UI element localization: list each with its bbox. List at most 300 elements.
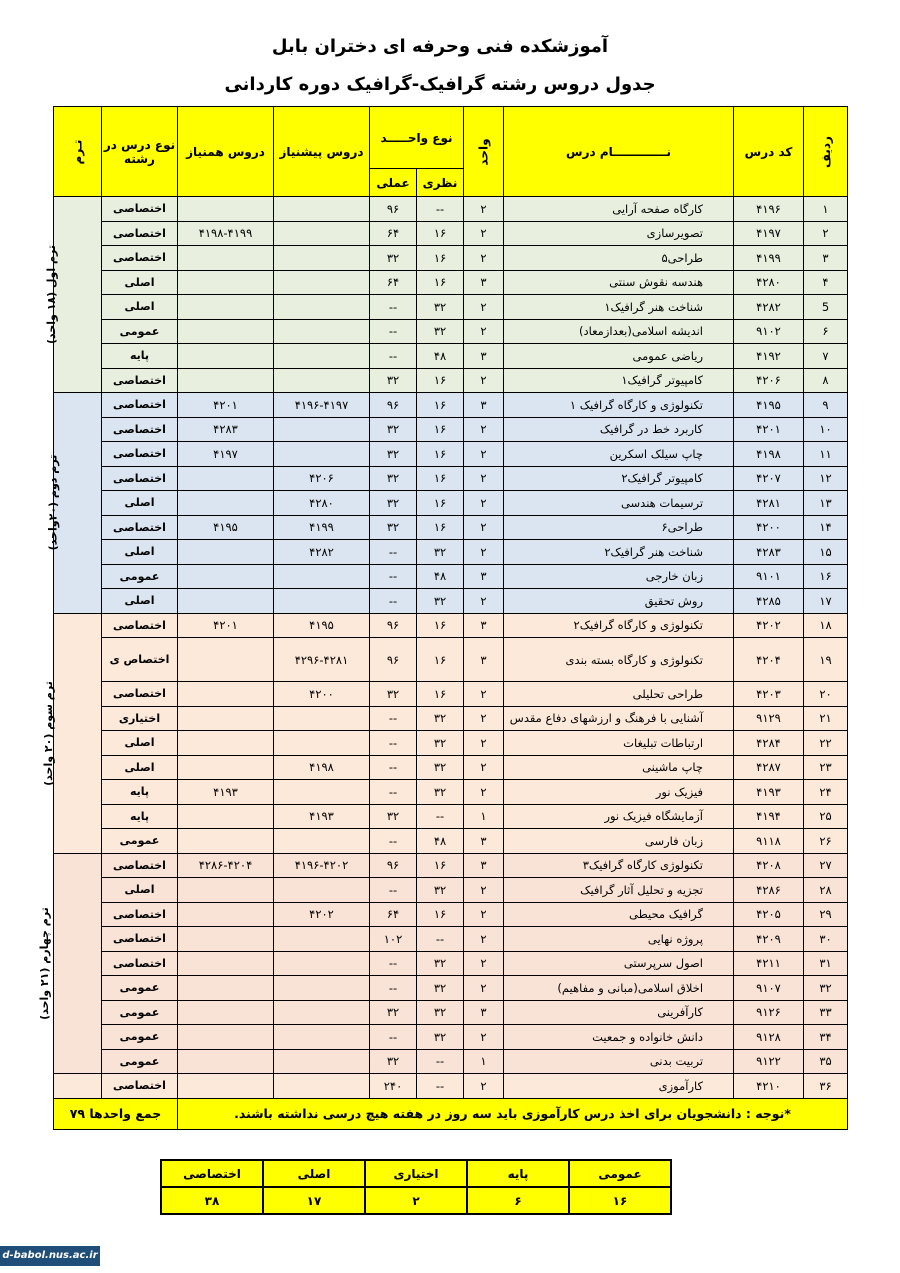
row-number: ۱۶ — [804, 564, 848, 589]
corequisites: ۴۲۰۱ — [178, 613, 274, 638]
course-table — [38, 106, 848, 1130]
corequisites — [178, 755, 274, 780]
semester-label: ترم اول (۱۸ واحد) — [54, 197, 102, 393]
course-type: اختصاصی — [102, 927, 178, 952]
course-units: ۳ — [464, 564, 504, 589]
semester-label — [54, 1074, 102, 1099]
row-number: ۴ — [804, 270, 848, 295]
course-type: عمومی — [102, 976, 178, 1001]
practical-hours: -- — [370, 540, 417, 565]
table-row — [54, 1025, 848, 1050]
row-number: ۱۵ — [804, 540, 848, 565]
table-row — [54, 515, 848, 540]
course-units: ۲ — [464, 902, 504, 927]
course-name: ترسیمات هندسی — [504, 491, 734, 516]
table-row — [54, 491, 848, 516]
prerequisites — [274, 731, 370, 756]
prerequisites — [274, 927, 370, 952]
prerequisites — [274, 197, 370, 222]
course-units: ۲ — [464, 295, 504, 320]
corequisites — [178, 1074, 274, 1099]
prerequisites: ۴۱۹۳ — [274, 804, 370, 829]
prerequisites — [274, 829, 370, 854]
table-row — [54, 638, 848, 682]
course-name: چاپ سیلک اسکرین — [504, 442, 734, 467]
course-code: ۴۲۰۸ — [734, 853, 804, 878]
header-theory: نظری — [417, 169, 464, 197]
prerequisites: ۴۱۹۶-۴۱۹۷ — [274, 393, 370, 418]
course-code: ۹۱۲۸ — [734, 1025, 804, 1050]
prerequisites: ۴۱۹۶-۴۲۰۲ — [274, 853, 370, 878]
course-code: ۴۲۰۵ — [734, 902, 804, 927]
practical-hours: -- — [370, 731, 417, 756]
table-row — [54, 344, 848, 369]
course-type: اصلی — [102, 731, 178, 756]
theory-hours: ۳۲ — [417, 878, 464, 903]
theory-hours: ۱۶ — [417, 270, 464, 295]
practical-hours: ۳۲ — [370, 804, 417, 829]
course-type: اختصاصی — [102, 442, 178, 467]
course-code: ۴۲۸۴ — [734, 731, 804, 756]
course-name: زبان خارجی — [504, 564, 734, 589]
practical-hours: -- — [370, 976, 417, 1001]
prerequisites — [274, 368, 370, 393]
row-number: ۶ — [804, 319, 848, 344]
row-number: ۲۱ — [804, 706, 848, 731]
course-type: اختصاصی — [102, 393, 178, 418]
table-row — [54, 564, 848, 589]
row-number: ۳۱ — [804, 951, 848, 976]
table-row — [54, 589, 848, 614]
prerequisites — [274, 976, 370, 1001]
row-number: ۱۱ — [804, 442, 848, 467]
corequisites — [178, 368, 274, 393]
practical-hours: ۳۲ — [370, 442, 417, 467]
table-row — [54, 682, 848, 707]
theory-hours: -- — [417, 804, 464, 829]
prerequisites: ۴۲۰۶ — [274, 466, 370, 491]
table-row — [54, 197, 848, 222]
course-type: اصلی — [102, 295, 178, 320]
table-row — [54, 613, 848, 638]
course-name: فیزیک نور — [504, 780, 734, 805]
theory-hours: ۱۶ — [417, 613, 464, 638]
course-name: شناخت هنر گرافیک۲ — [504, 540, 734, 565]
summary-header: اصلی — [263, 1160, 365, 1187]
course-code: ۴۱۹۵ — [734, 393, 804, 418]
course-units: ۳ — [464, 344, 504, 369]
total-units: جمع واحدها ۷۹ — [54, 1098, 178, 1129]
course-units: ۲ — [464, 682, 504, 707]
prerequisites — [274, 319, 370, 344]
prerequisites: ۴۲۸۲ — [274, 540, 370, 565]
course-code: ۴۲۰۹ — [734, 927, 804, 952]
course-units: ۲ — [464, 706, 504, 731]
summary-header: پایه — [467, 1160, 569, 1187]
course-code: ۴۲۰۲ — [734, 613, 804, 638]
row-number: ۱ — [804, 197, 848, 222]
course-units: ۲ — [464, 878, 504, 903]
row-number: ۱۷ — [804, 589, 848, 614]
semester-label: ترم دوم (۲۰واحد) — [54, 393, 102, 614]
table-row — [54, 368, 848, 393]
course-units: ۲ — [464, 491, 504, 516]
corequisites — [178, 927, 274, 952]
row-number: 5 — [804, 295, 848, 320]
course-name: دانش خانواده و جمعیت — [504, 1025, 734, 1050]
course-name: کاربرد خط در گرافیک — [504, 417, 734, 442]
practical-hours: -- — [370, 951, 417, 976]
theory-hours: ۳۲ — [417, 706, 464, 731]
course-units: ۲ — [464, 466, 504, 491]
theory-hours: ۳۲ — [417, 951, 464, 976]
practical-hours: ۳۲ — [370, 491, 417, 516]
corequisites — [178, 706, 274, 731]
course-code: ۴۲۸۱ — [734, 491, 804, 516]
course-name: کارآفرینی — [504, 1000, 734, 1025]
corequisites — [178, 540, 274, 565]
course-units: ۳ — [464, 270, 504, 295]
course-units: ۲ — [464, 589, 504, 614]
course-type: اختصاصی — [102, 902, 178, 927]
course-type: اصلی — [102, 270, 178, 295]
table-row — [54, 417, 848, 442]
note-text: *نوجه : دانشجویان برای اخذ درس کارآموزی باید سه روز در هفته هیچ درسی نداشته باشند. — [178, 1098, 848, 1129]
theory-hours: ۱۶ — [417, 393, 464, 418]
practical-hours: ۳۲ — [370, 466, 417, 491]
corequisites — [178, 951, 274, 976]
summary-header: اختصاصی — [161, 1160, 263, 1187]
table-row — [54, 442, 848, 467]
practical-hours: ۳۲ — [370, 417, 417, 442]
theory-hours: ۴۸ — [417, 344, 464, 369]
course-code: ۹۱۰۱ — [734, 564, 804, 589]
practical-hours: -- — [370, 295, 417, 320]
table-row — [54, 1049, 848, 1074]
summary-value: ۶ — [467, 1187, 569, 1214]
row-number: ۲۲ — [804, 731, 848, 756]
corequisites — [178, 804, 274, 829]
course-code: ۴۲۸۰ — [734, 270, 804, 295]
theory-hours: ۱۶ — [417, 682, 464, 707]
corequisites — [178, 731, 274, 756]
course-name: تکنولوژی و کارگاه گرافیک۲ — [504, 613, 734, 638]
practical-hours: ۶۴ — [370, 221, 417, 246]
practical-hours: ۳۲ — [370, 1049, 417, 1074]
header-name: نـــــــــــــام درس — [504, 107, 734, 197]
corequisites — [178, 976, 274, 1001]
course-name: تربیت بدنی — [504, 1049, 734, 1074]
corequisites — [178, 319, 274, 344]
course-name: تصویرسازی — [504, 221, 734, 246]
practical-hours: ۹۶ — [370, 197, 417, 222]
course-units: ۳ — [464, 638, 504, 682]
prerequisites — [274, 221, 370, 246]
course-units: ۲ — [464, 417, 504, 442]
theory-hours: ۱۶ — [417, 368, 464, 393]
table-row — [54, 829, 848, 854]
course-code: ۹۱۲۶ — [734, 1000, 804, 1025]
course-name: اصول سرپرستی — [504, 951, 734, 976]
row-number: ۳۲ — [804, 976, 848, 1001]
course-units: ۱ — [464, 804, 504, 829]
course-name: کارگاه صفحه آرایی — [504, 197, 734, 222]
course-code: ۴۲۰۴ — [734, 638, 804, 682]
course-type: اختصاصی — [102, 246, 178, 271]
corequisites — [178, 1000, 274, 1025]
course-code: ۴۱۹۶ — [734, 197, 804, 222]
corequisites — [178, 589, 274, 614]
course-name: اخلاق اسلامی(مبانی و مفاهیم) — [504, 976, 734, 1001]
table-row — [54, 1074, 848, 1099]
theory-hours: ۱۶ — [417, 246, 464, 271]
course-units: ۲ — [464, 951, 504, 976]
row-number: ۳۵ — [804, 1049, 848, 1074]
practical-hours: ۶۴ — [370, 902, 417, 927]
course-code: ۹۱۲۹ — [734, 706, 804, 731]
course-units: ۲ — [464, 976, 504, 1001]
corequisites — [178, 197, 274, 222]
practical-hours: ۲۴۰ — [370, 1074, 417, 1099]
table-row — [54, 221, 848, 246]
course-type: اصلی — [102, 755, 178, 780]
row-number: ۳۴ — [804, 1025, 848, 1050]
course-name: روش تحقیق — [504, 589, 734, 614]
prerequisites: ۴۲۰۲ — [274, 902, 370, 927]
prerequisites — [274, 344, 370, 369]
course-type: عمومی — [102, 564, 178, 589]
practical-hours: -- — [370, 755, 417, 780]
course-type: عمومی — [102, 1000, 178, 1025]
theory-hours: ۳۲ — [417, 319, 464, 344]
theory-hours: ۱۶ — [417, 442, 464, 467]
corequisites — [178, 1025, 274, 1050]
table-row — [54, 951, 848, 976]
corequisites: ۴۱۹۳ — [178, 780, 274, 805]
course-code: ۴۲۰۰ — [734, 515, 804, 540]
course-name: گرافیک محیطی — [504, 902, 734, 927]
course-name: طراحی۵ — [504, 246, 734, 271]
row-number: ۱۹ — [804, 638, 848, 682]
course-code: ۴۲۰۷ — [734, 466, 804, 491]
course-name: چاپ ماشینی — [504, 755, 734, 780]
row-number: ۲۰ — [804, 682, 848, 707]
table-row — [54, 540, 848, 565]
course-name: طراحی۶ — [504, 515, 734, 540]
prerequisites — [274, 564, 370, 589]
corequisites: ۴۱۹۸-۴۱۹۹ — [178, 221, 274, 246]
row-number: ۱۳ — [804, 491, 848, 516]
practical-hours: -- — [370, 829, 417, 854]
practical-hours: -- — [370, 319, 417, 344]
prerequisites — [274, 417, 370, 442]
corequisites — [178, 1049, 274, 1074]
corequisites: ۴۲۸۶-۴۲۰۴ — [178, 853, 274, 878]
course-type: اصلی — [102, 589, 178, 614]
course-units: ۱ — [464, 1049, 504, 1074]
prerequisites — [274, 706, 370, 731]
theory-hours: ۳۲ — [417, 295, 464, 320]
theory-hours: ۳۲ — [417, 540, 464, 565]
row-number: ۲۷ — [804, 853, 848, 878]
theory-hours: ۱۶ — [417, 491, 464, 516]
theory-hours: ۱۶ — [417, 417, 464, 442]
course-type: اصلی — [102, 878, 178, 903]
theory-hours: ۳۲ — [417, 1025, 464, 1050]
practical-hours: -- — [370, 878, 417, 903]
course-name: تکنولوژی و کارگاه گرافیک ۱ — [504, 393, 734, 418]
practical-hours: -- — [370, 564, 417, 589]
header-unit-type: نوع واحـــــد — [370, 107, 464, 169]
header-semester: تـرم — [54, 107, 102, 197]
course-type: اختصاصی — [102, 221, 178, 246]
course-type: اختصاصی — [102, 417, 178, 442]
prerequisites — [274, 1025, 370, 1050]
corequisites: ۴۲۸۳ — [178, 417, 274, 442]
header-coreq: دروس همنیاز — [178, 107, 274, 197]
prerequisites — [274, 1049, 370, 1074]
table-row — [54, 731, 848, 756]
course-type: اختیاری — [102, 706, 178, 731]
row-number: ۲ — [804, 221, 848, 246]
row-number: ۳ — [804, 246, 848, 271]
course-type: اختصاصی — [102, 613, 178, 638]
course-units: ۲ — [464, 246, 504, 271]
table-row — [54, 295, 848, 320]
prerequisites — [274, 780, 370, 805]
course-units: ۲ — [464, 1074, 504, 1099]
row-number: ۲۴ — [804, 780, 848, 805]
course-type: اختصاصی — [102, 682, 178, 707]
theory-hours: ۱۶ — [417, 515, 464, 540]
table-row — [54, 270, 848, 295]
course-code: ۴۲۸۶ — [734, 878, 804, 903]
practical-hours: -- — [370, 344, 417, 369]
practical-hours: ۹۶ — [370, 638, 417, 682]
page-subtitle: جدول دروس رشته گرافیک-گرافیک دوره کاردانی — [224, 74, 656, 95]
corequisites — [178, 270, 274, 295]
theory-hours: -- — [417, 927, 464, 952]
semester-label: ترم سوم (۲۰ واحد) — [54, 613, 102, 853]
table-row — [54, 246, 848, 271]
theory-hours: -- — [417, 1049, 464, 1074]
course-code: ۴۲۱۰ — [734, 1074, 804, 1099]
prerequisites — [274, 589, 370, 614]
course-type: اصلی — [102, 540, 178, 565]
course-units: ۲ — [464, 515, 504, 540]
practical-hours: ۶۴ — [370, 270, 417, 295]
theory-hours: ۴۸ — [417, 829, 464, 854]
practical-hours: -- — [370, 589, 417, 614]
semester-label: ترم چهارم (۲۱ واحد) — [54, 853, 102, 1074]
course-name: ریاضی عمومی — [504, 344, 734, 369]
corequisites: ۴۱۹۷ — [178, 442, 274, 467]
summary-header: عمومی — [569, 1160, 671, 1187]
course-units: ۲ — [464, 731, 504, 756]
corequisites — [178, 246, 274, 271]
course-units: ۲ — [464, 780, 504, 805]
prerequisites: ۴۲۹۶-۴۲۸۱ — [274, 638, 370, 682]
course-units: ۲ — [464, 319, 504, 344]
corequisites — [178, 564, 274, 589]
course-units: ۳ — [464, 393, 504, 418]
prerequisites: ۴۱۹۹ — [274, 515, 370, 540]
row-number: ۳۰ — [804, 927, 848, 952]
prerequisites — [274, 951, 370, 976]
table-row — [54, 927, 848, 952]
row-number: ۱۰ — [804, 417, 848, 442]
course-type: عمومی — [102, 1025, 178, 1050]
course-type: اختصاصی — [102, 853, 178, 878]
course-name: تجزیه و تحلیل آثار گرافیک — [504, 878, 734, 903]
table-row — [54, 878, 848, 903]
prerequisites — [274, 246, 370, 271]
summary-value: ۳۸ — [161, 1187, 263, 1214]
row-number: ۱۲ — [804, 466, 848, 491]
course-name: پروژه نهایی — [504, 927, 734, 952]
course-code: ۴۱۹۷ — [734, 221, 804, 246]
course-name: زبان فارسی — [504, 829, 734, 854]
corequisites — [178, 878, 274, 903]
corequisites — [178, 344, 274, 369]
course-name: آزمایشگاه فیزیک نور — [504, 804, 734, 829]
course-code: ۴۱۹۴ — [734, 804, 804, 829]
row-number: ۲۵ — [804, 804, 848, 829]
corequisites — [178, 295, 274, 320]
course-type: اختصاصی — [102, 197, 178, 222]
course-units: ۲ — [464, 540, 504, 565]
course-code: ۴۲۱۱ — [734, 951, 804, 976]
practical-hours: ۳۲ — [370, 246, 417, 271]
practical-hours: ۹۶ — [370, 393, 417, 418]
course-name: شناخت هنر گرافیک۱ — [504, 295, 734, 320]
theory-hours: ۳۲ — [417, 780, 464, 805]
prerequisites: ۴۲۰۰ — [274, 682, 370, 707]
prerequisites: ۴۲۸۰ — [274, 491, 370, 516]
header-row-number: ردیف — [804, 107, 848, 197]
course-type: اختصاصی — [102, 515, 178, 540]
table-row — [54, 1000, 848, 1025]
row-number: ۸ — [804, 368, 848, 393]
header-practical: عملی — [370, 169, 417, 197]
course-name: ارتباطات تبلیغات — [504, 731, 734, 756]
course-units: ۲ — [464, 442, 504, 467]
theory-hours: ۱۶ — [417, 638, 464, 682]
row-number: ۲۶ — [804, 829, 848, 854]
corequisites: ۴۱۹۵ — [178, 515, 274, 540]
site-footer: d-babol.nus.ac.ir — [0, 1246, 100, 1266]
course-name: هندسه نقوش سنتی — [504, 270, 734, 295]
corequisites — [178, 466, 274, 491]
course-name: کامپیوتر گرافیک۲ — [504, 466, 734, 491]
course-type: اختصاصی — [102, 368, 178, 393]
course-code: ۴۱۹۹ — [734, 246, 804, 271]
course-units: ۲ — [464, 221, 504, 246]
corequisites — [178, 902, 274, 927]
table-row — [54, 319, 848, 344]
table-row — [54, 804, 848, 829]
prerequisites: ۴۱۹۸ — [274, 755, 370, 780]
course-units: ۲ — [464, 368, 504, 393]
row-number: ۲۳ — [804, 755, 848, 780]
header-prereq: دروس پیشنیاز — [274, 107, 370, 197]
row-number: ۲۸ — [804, 878, 848, 903]
practical-hours: ۳۲ — [370, 368, 417, 393]
course-code: ۴۲۸۳ — [734, 540, 804, 565]
course-units: ۳ — [464, 829, 504, 854]
corequisites: ۴۲۰۱ — [178, 393, 274, 418]
theory-hours: -- — [417, 1074, 464, 1099]
